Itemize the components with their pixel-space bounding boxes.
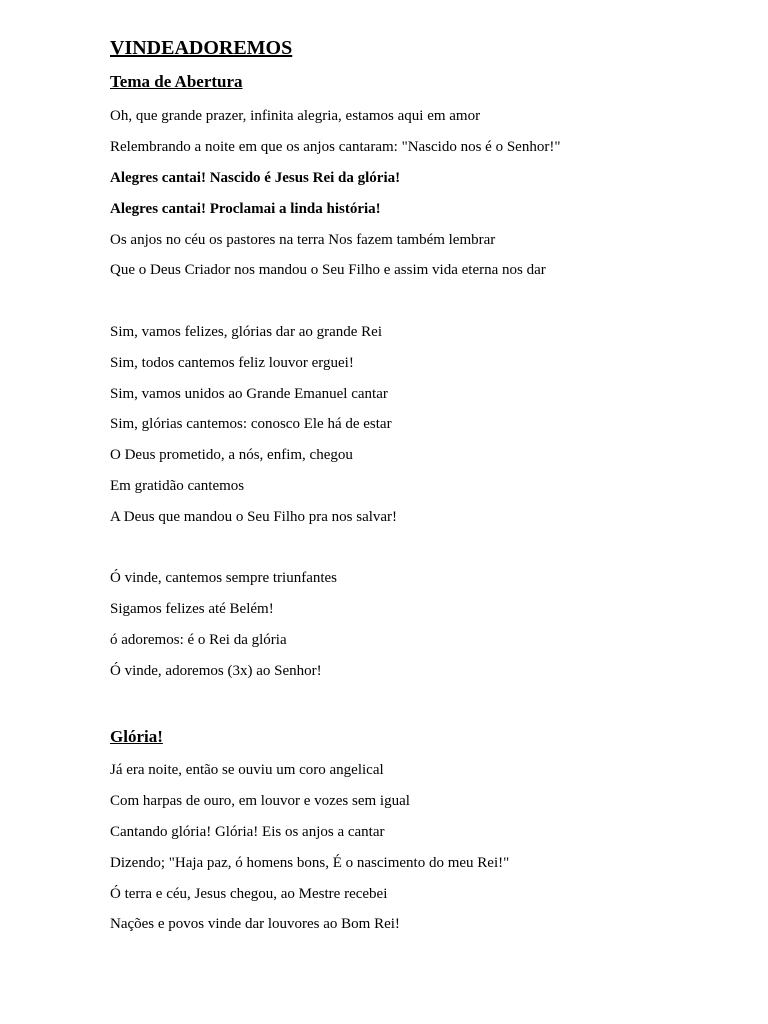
- lyric-line: Em gratidão cantemos: [110, 478, 245, 494]
- lyric-line: Sigamos felizes até Belém!: [110, 601, 274, 617]
- chorus-line: Alegres cantai! Proclamai a linda história!: [110, 201, 381, 217]
- lyric-line: ó adoremos: é o Rei da glória: [110, 632, 287, 648]
- lyric-line: Sim, vamos felizes, glórias dar ao grande Rei: [110, 324, 383, 340]
- lyric-line: Que o Deus Criador nos mandou o Seu Filho e assim vida eterna nos dar: [110, 262, 546, 278]
- lyric-line: Com harpas de ouro, em louvor e vozes sem igual: [110, 793, 410, 809]
- lyric-line: Ó vinde, adoremos (3x) ao Senhor!: [110, 663, 322, 679]
- chorus-line: Alegres cantai! Nascido é Jesus Rei da glória!: [110, 170, 401, 186]
- document-title: VINDEADOREMOS: [110, 37, 293, 59]
- lyric-line: O Deus prometido, a nós, enfim, chegou: [110, 447, 353, 463]
- lyric-line: Já era noite, então se ouviu um coro angelical: [110, 762, 384, 778]
- lyric-line: Dizendo; "Haja paz, ó homens bons, É o nascimento do meu Rei!": [110, 855, 510, 871]
- lyric-line: Sim, glórias cantemos: conosco Ele há de estar: [110, 416, 392, 432]
- lyric-line: Sim, vamos unidos ao Grande Emanuel cantar: [110, 386, 388, 402]
- lyric-line: Oh, que grande prazer, infinita alegria, estamos aqui em amor: [110, 108, 481, 124]
- section-heading-tema-de-abertura: Tema de Abertura: [110, 72, 243, 91]
- lyric-line: Cantando glória! Glória! Eis os anjos a cantar: [110, 824, 385, 840]
- lyric-line: Os anjos no céu os pastores na terra Nos fazem também lembrar: [110, 232, 496, 248]
- lyric-line: Nações e povos vinde dar louvores ao Bom Rei!: [110, 916, 400, 932]
- section-heading-gloria: Glória!: [110, 727, 163, 746]
- lyric-line: Ó vinde, cantemos sempre triunfantes: [110, 570, 338, 586]
- lyric-line: A Deus que mandou o Seu Filho pra nos salvar!: [110, 509, 398, 525]
- lyric-line: Sim, todos cantemos feliz louvor erguei!: [110, 355, 354, 371]
- lyric-line: Relembrando a noite em que os anjos cantaram: "Nascido nos é o Senhor!": [110, 139, 561, 155]
- lyric-line: Ó terra e céu, Jesus chegou, ao Mestre recebei: [110, 886, 388, 902]
